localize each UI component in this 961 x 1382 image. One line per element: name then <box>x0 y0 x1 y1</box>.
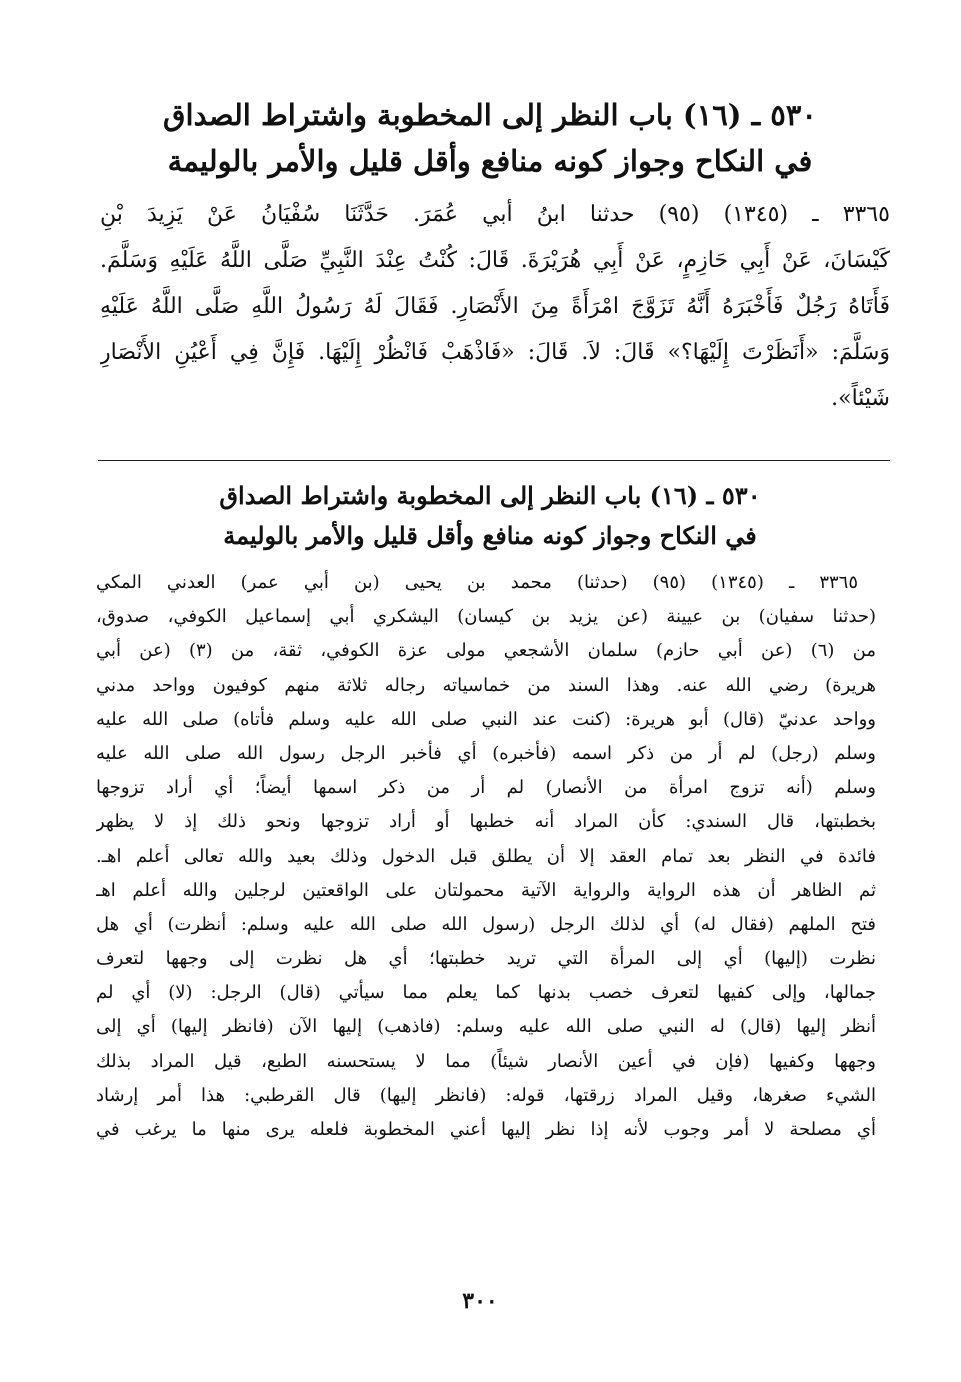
chapter-heading-line-2: في النكاح وجواز كونه منافع وأقل قليل والأمر بالوليمة <box>167 144 813 178</box>
commentary-line: الشيء صغرها، وقيل المراد زرقتها، قوله: (فانظر إليها) قال القرطبي: هذا أمر إرشاد <box>96 1084 876 1106</box>
commentary-line: بخطبتها، قال السندي: كأن المراد أنه خطبها أو أراد تزوجها ونحو ذلك إذ لا يظهر <box>96 811 876 833</box>
chapter-heading-line-1: ٥٣٠ ـ (١٦) باب النظر إلى المخطوبة واشتراط الصداق <box>163 98 817 132</box>
hadith-line: كَيْسَانَ، عَنْ أَبِي حَازِمٍ، عَنْ أَبِي هُرَيْرَةَ. قَالَ: كُنْتُ عِنْدَ النَّبِيِّ صَلَّى اللَّهُ عَلَيْهِ وَسَلَّمَ. <box>100 248 890 273</box>
commentary-line: وسلم (رجل) لم أر من ذكر اسمه (فأخبره) أي فأخبر الرجل رسول الله صلى الله عليه <box>96 742 876 764</box>
commentary-line: من (٦) (عن أبي حازم) سلمان الأشجعي مولى عزة الكوفي، ثقة، من (٣) (عن أبي <box>96 640 876 662</box>
page-number: ٣٠٠ <box>462 1288 498 1314</box>
commentary-line: أنظر إليها (قال) له النبي صلى الله عليه وسلم: (فاذهب) إليها الآن (فانظر إليها) أي إلى <box>96 1016 876 1038</box>
hadith-line: وَسَلَّمَ: «أَنَظَرْتَ إِلَيْهَا؟» قَالَ: لاَ. قَالَ: «فَاذْهَبْ فَانْظُرْ إِلَيْهَا. فَإِنَّ فِي أَعْيُنِ الأَنْصَارِ <box>100 340 890 365</box>
section-divider <box>98 460 890 461</box>
commentary-line: وجهها وكفيها (فإن في أعين الأنصار شيئاً) مما لا يستحسنه الطبع، قيل المراد بذلك <box>96 1050 876 1072</box>
hadith-line: ٣٣٦٥ ـ (١٣٤٥) (٩٥) حدثنا ابنُ أبي عُمَرَ. حَدَّثَنَا سُفْيَانُ عَنْ يَزِيدَ بْنِ <box>100 202 890 227</box>
commentary-line: أي مصلحة لا أمر وجوب لأنه إذا نظر إليها أعني المخطوبة فلعله يرى منها ما يرغب في <box>96 1119 876 1140</box>
commentary-line: وسلم (أنه تزوج امرأة من الأنصار) لم أر من ذكر اسمها أيضاً؛ أي أراد تزوجها <box>96 777 876 799</box>
hadith-line: شَيْئاً». <box>831 386 890 411</box>
commentary-heading-line-2: في النكاح وجواز كونه منافع وأقل قليل والأمر بالوليمة <box>223 521 757 550</box>
commentary-line: فتح الملهم (فقال له) أي لذلك الرجل (رسول الله صلى الله عليه وسلم: أنظرت) أي هل <box>96 913 876 935</box>
commentary-line: فائدة في النظر بعد تمام العقد إلا أن يطلق قبل الدخول وذلك بعيد والله تعالى أعلم اهـ. <box>96 845 876 867</box>
commentary-line: نظرت (إليها) أي إلى المرأة التي تريد خطبتها؛ أي هل نظرت إلى وجهها لتعرف <box>96 948 876 970</box>
hadith-text <box>100 192 890 422</box>
commentary-line: ثم الظاهر أن هذه الرواية والرواية الآتية محمولتان على الواقعتين لرجلين والله أعلم اهـ <box>96 879 876 901</box>
commentary-text <box>96 566 876 1147</box>
commentary-line: هريرة) رضي الله عنه. وهذا السند من خماسياته رجاله ثلاثة منهم كوفيون وواحد مدني <box>96 674 876 696</box>
hadith-line: فَأَتَاهُ رَجُلٌ فَأَخْبَرَهُ أَنَّهُ تَزَوَّجَ امْرَأَةً مِنَ الأَنْصَارِ. فَقَالَ لَهُ رَسُولُ اللَّهِ صَلَّى اللَّهُ عَلَيْهِ <box>100 294 890 319</box>
commentary-line: ٣٣٦٥ ـ (١٣٤٥) (٩٥) (حدثنا) محمد بن يحيى (بن أبي عمر) العدني المكي <box>96 572 858 593</box>
commentary-heading-line-1: ٥٣٠ ـ (١٦) باب النظر إلى المخطوبة واشتراط الصداق <box>219 481 761 510</box>
commentary-line: (حدثنا سفيان) بن عيينة (عن يزيد بن كيسان) اليشكري أبي إسماعيل الكوفي، صدوق، <box>96 606 876 628</box>
commentary-line: جمالها، وإلى كفيها لتعرف خصب بدنها كما يعلم مما سيأتي (قال) الرجل: (لا) أي لم <box>96 982 876 1004</box>
commentary-line: وواحد عدنيّ (قال) أبو هريرة: (كنت عند النبي صلى الله عليه وسلم فأتاه) صلى الله عليه <box>96 708 876 730</box>
